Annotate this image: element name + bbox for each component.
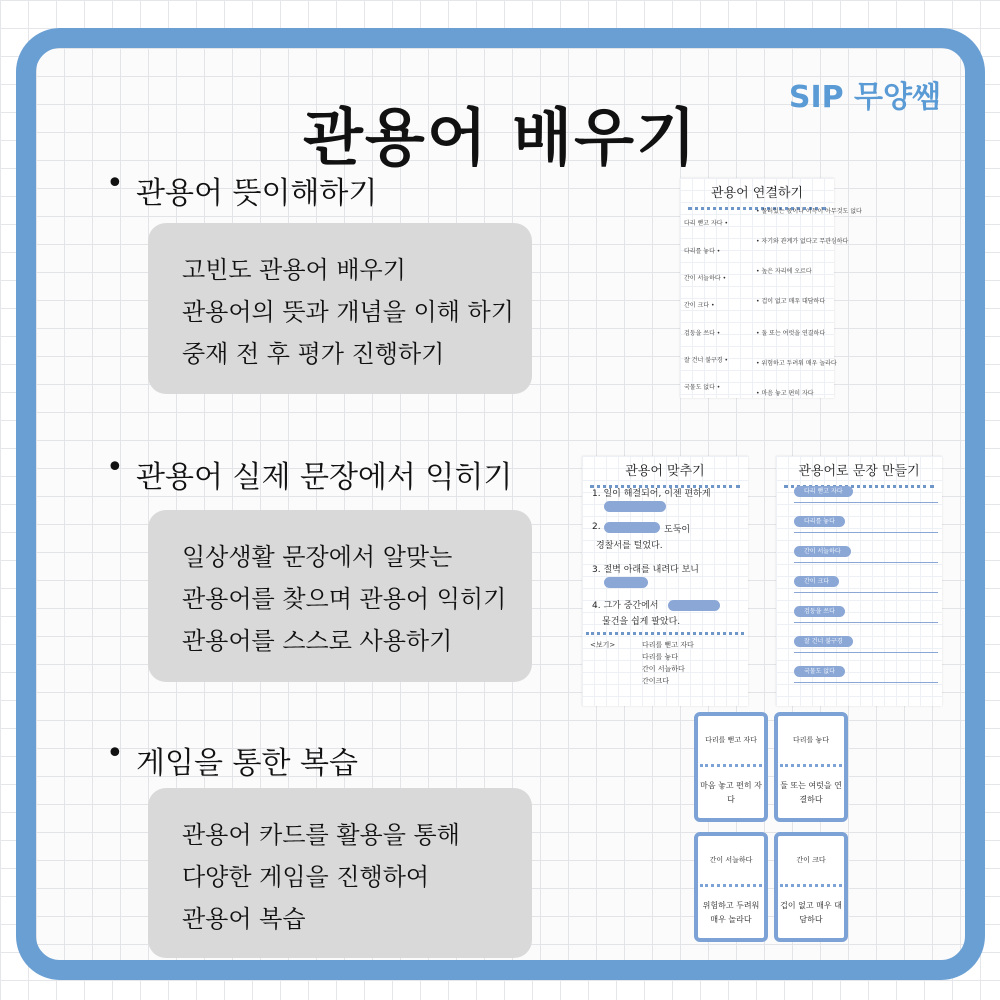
section-1-line-1: 고빈도 관용어 배우기 bbox=[182, 256, 406, 284]
answer-blank bbox=[668, 600, 720, 611]
connect-left-2: 다리를 놓다 • bbox=[684, 248, 721, 255]
write-line bbox=[794, 652, 938, 653]
connect-left-1: 다리 뻗고 자다 • bbox=[684, 220, 729, 227]
worksheet-match-title: 관용어 맞추기 bbox=[625, 464, 705, 479]
sentence-item-4: 간이 크다 bbox=[794, 576, 839, 587]
connect-right-4: • 겁이 없고 매우 대담하다 bbox=[756, 298, 826, 305]
idiom-card-1 bbox=[694, 712, 768, 822]
sentence-item-3: 간이 서늘하다 bbox=[794, 546, 851, 557]
section-1-line-2: 관용어의 뜻과 개념을 이해 하기 bbox=[182, 298, 514, 326]
bogi-label: <보기> bbox=[590, 641, 616, 649]
match-question-4: 4. 그가 중간에서 bbox=[592, 601, 659, 611]
section-2-line-3: 관용어를 스스로 사용하기 bbox=[182, 627, 453, 655]
card-back-text: 둘 또는 여럿을 연결하다 bbox=[780, 781, 842, 804]
page-title: 관용어 배우기 bbox=[303, 101, 698, 174]
connect-right-2: • 자기와 관계가 없다고 무관심하다 bbox=[756, 238, 849, 245]
section-box-2 bbox=[148, 510, 532, 682]
sentence-item-7: 국물도 없다 bbox=[794, 666, 845, 677]
dotted-divider bbox=[586, 632, 744, 635]
section-heading-3: • 게임을 통한 복습 bbox=[136, 738, 358, 782]
worksheet-connect-title: 관용어 연결하기 bbox=[710, 186, 804, 201]
bogi-item-1: 다리를 뻗고 자다 bbox=[642, 641, 694, 649]
write-line bbox=[794, 562, 938, 563]
connect-right-1: • 물러있는 몫이나 이득이 아무것도 없다 bbox=[756, 208, 862, 215]
sentence-item-2: 다리를 놓다 bbox=[794, 516, 845, 527]
answer-blank bbox=[604, 501, 666, 512]
match-question-3: 3. 절벽 아래를 내려다 보니 bbox=[592, 565, 699, 575]
bogi-item-2: 다리를 놓다 bbox=[642, 653, 679, 661]
section-heading-2: • 관용어 실제 문장에서 익히기 bbox=[136, 452, 512, 496]
sentence-item-1: 다리 뻗고 자다 bbox=[794, 486, 853, 497]
match-question-2-number: 2. bbox=[592, 522, 601, 532]
sentence-item-6: 잘 건너 불구경 bbox=[794, 636, 853, 647]
answer-blank bbox=[604, 522, 660, 533]
section-3-line-3: 관용어 복습 bbox=[182, 905, 306, 933]
connect-left-7: 국물도 없다 • bbox=[684, 384, 721, 391]
connect-right-5: • 둘 또는 여럿을 연결하다 bbox=[756, 330, 826, 337]
write-line bbox=[794, 592, 938, 593]
connect-left-3: 간이 서늘하다 • bbox=[684, 275, 727, 282]
idiom-card-3 bbox=[694, 832, 768, 942]
write-line bbox=[794, 532, 938, 533]
worksheet-connect bbox=[680, 178, 862, 398]
section-2-line-1: 일상생활 문장에서 알맞는 bbox=[182, 543, 453, 571]
bogi-item-3: 간이 서늘하다 bbox=[642, 665, 685, 673]
write-line bbox=[794, 502, 938, 503]
card-front-text: 간이 서늘하다 bbox=[709, 856, 753, 864]
connect-right-7: • 마음 놓고 편히 자다 bbox=[756, 390, 814, 397]
connect-right-6: • 위험하고 두려워 매우 놀라다 bbox=[756, 360, 837, 367]
worksheet-sentence-title: 관용어로 문장 만들기 bbox=[798, 464, 920, 479]
section-1-line-3: 중재 전 후 평가 진행하기 bbox=[182, 340, 445, 368]
card-back-text: 겁이 없고 매우 대담하다 bbox=[780, 901, 842, 924]
card-front-text: 간이 크다 bbox=[796, 856, 826, 864]
card-back-text: 마음 놓고 편히 자다 bbox=[700, 781, 762, 804]
answer-blank bbox=[604, 577, 648, 588]
match-question-4-cont: 물건을 쉽게 팔았다. bbox=[602, 617, 681, 627]
write-line bbox=[794, 622, 938, 623]
connect-left-6: 잘 건너 불구경 • bbox=[684, 357, 729, 364]
card-front-text: 다리를 놓다 bbox=[792, 736, 830, 744]
match-question-2-text: 도둑이 bbox=[664, 525, 691, 535]
write-line bbox=[794, 682, 938, 683]
section-box-3 bbox=[148, 788, 532, 958]
match-question-1: 1. 일이 해결되어, 이젠 편하게 bbox=[592, 489, 711, 499]
section-3-line-1: 관용어 카드를 활용을 통해 bbox=[182, 821, 460, 849]
section-3-line-2: 다양한 게임을 진행하여 bbox=[182, 863, 430, 891]
match-question-2-cont: 경찰서를 털었다. bbox=[596, 541, 663, 551]
connect-right-3: • 높은 자리에 오르다 bbox=[756, 268, 812, 275]
page-frame bbox=[16, 28, 985, 980]
connect-left-4: 간이 크다 • bbox=[684, 302, 715, 309]
connect-left-5: 검둥을 쓰다 • bbox=[684, 330, 721, 337]
worksheet-sentence bbox=[776, 456, 942, 706]
brand-label: SIP 무양쌤 bbox=[788, 80, 941, 115]
bogi-item-4: 간이크다 bbox=[642, 677, 670, 685]
card-back-text: 위험하고 두려워 매우 놀라다 bbox=[702, 901, 760, 924]
idiom-card-2 bbox=[774, 712, 848, 822]
section-2-line-2: 관용어를 찾으며 관용어 익히기 bbox=[182, 585, 507, 613]
card-front-text: 다리를 뻗고 자다 bbox=[705, 736, 757, 744]
sentence-item-5: 검둥을 쓰다 bbox=[794, 606, 845, 617]
idiom-card-4 bbox=[774, 832, 848, 942]
worksheet-match bbox=[582, 456, 748, 706]
section-box-1 bbox=[148, 223, 532, 394]
section-heading-1: • 관용어 뜻이해하기 bbox=[136, 168, 377, 212]
